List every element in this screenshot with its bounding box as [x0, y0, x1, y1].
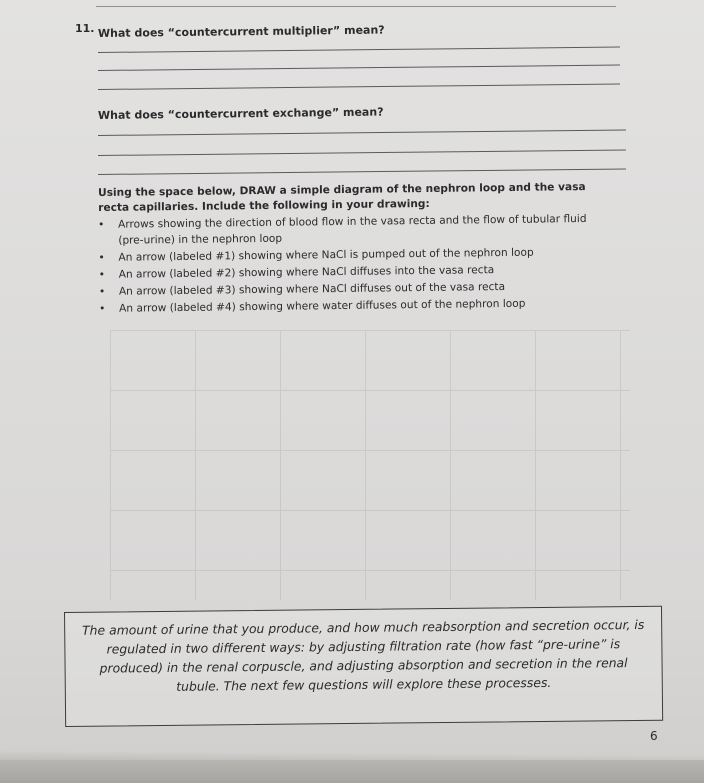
answer-line[interactable]	[98, 84, 620, 90]
list-item-text: An arrow (labeled #4) showing where water diffuses out of the nephron loop	[119, 297, 526, 315]
bullet-icon: •	[98, 251, 105, 264]
bullet-icon: •	[98, 268, 106, 281]
list-item-text: An arrow (labeled #1) showing where NaCl is pumped out of the nephron loop	[118, 246, 534, 264]
question-11-text: What does “countercurrent multiplier” mean?	[97, 23, 385, 40]
drawing-requirements-list	[92, 212, 613, 319]
drawing-instructions: Using the space below, DRAW a simple diagram of the nephron loop and the vasa recta capillaries. Include the following in your drawing:	[98, 181, 586, 214]
table-surface	[0, 760, 704, 783]
answer-line[interactable]	[98, 65, 620, 71]
bullet-icon: •	[98, 218, 105, 231]
answer-line[interactable]	[98, 129, 626, 136]
list-item-text: Arrows showing the direction of blood flow in the vasa recta and the flow of tubular fluid (pre-urine) in the nephron loop	[118, 212, 587, 247]
info-box-text: The amount of urine that you produce, and how much reabsorption and secretion occur, is regulated in two different ways: by adjusting filtration rate (how fast “pre-urine” is produced) in the renal corpuscle, and adjusting absorption and secretion in the renal tubule. The next few questions will explore these processes.	[81, 616, 645, 694]
answer-line[interactable]	[98, 47, 620, 53]
bullet-icon: •	[98, 285, 106, 298]
question-12-text: What does “countercurrent exchange” mean?	[97, 105, 384, 122]
bullet-icon: •	[99, 302, 106, 315]
question-number: 11.	[75, 22, 95, 35]
info-box	[64, 606, 663, 727]
list-item-text: An arrow (labeled #3) showing where NaCl diffuses out of the vasa recta	[118, 280, 506, 298]
page-number: 6	[650, 729, 658, 743]
answer-line[interactable]	[98, 168, 626, 175]
top-rule	[96, 6, 616, 7]
list-item	[92, 212, 612, 249]
answer-line[interactable]	[98, 149, 626, 156]
drawing-area[interactable]	[110, 330, 630, 600]
list-item-text: An arrow (labeled #2) showing where NaCl diffuses into the vasa recta	[118, 263, 495, 281]
